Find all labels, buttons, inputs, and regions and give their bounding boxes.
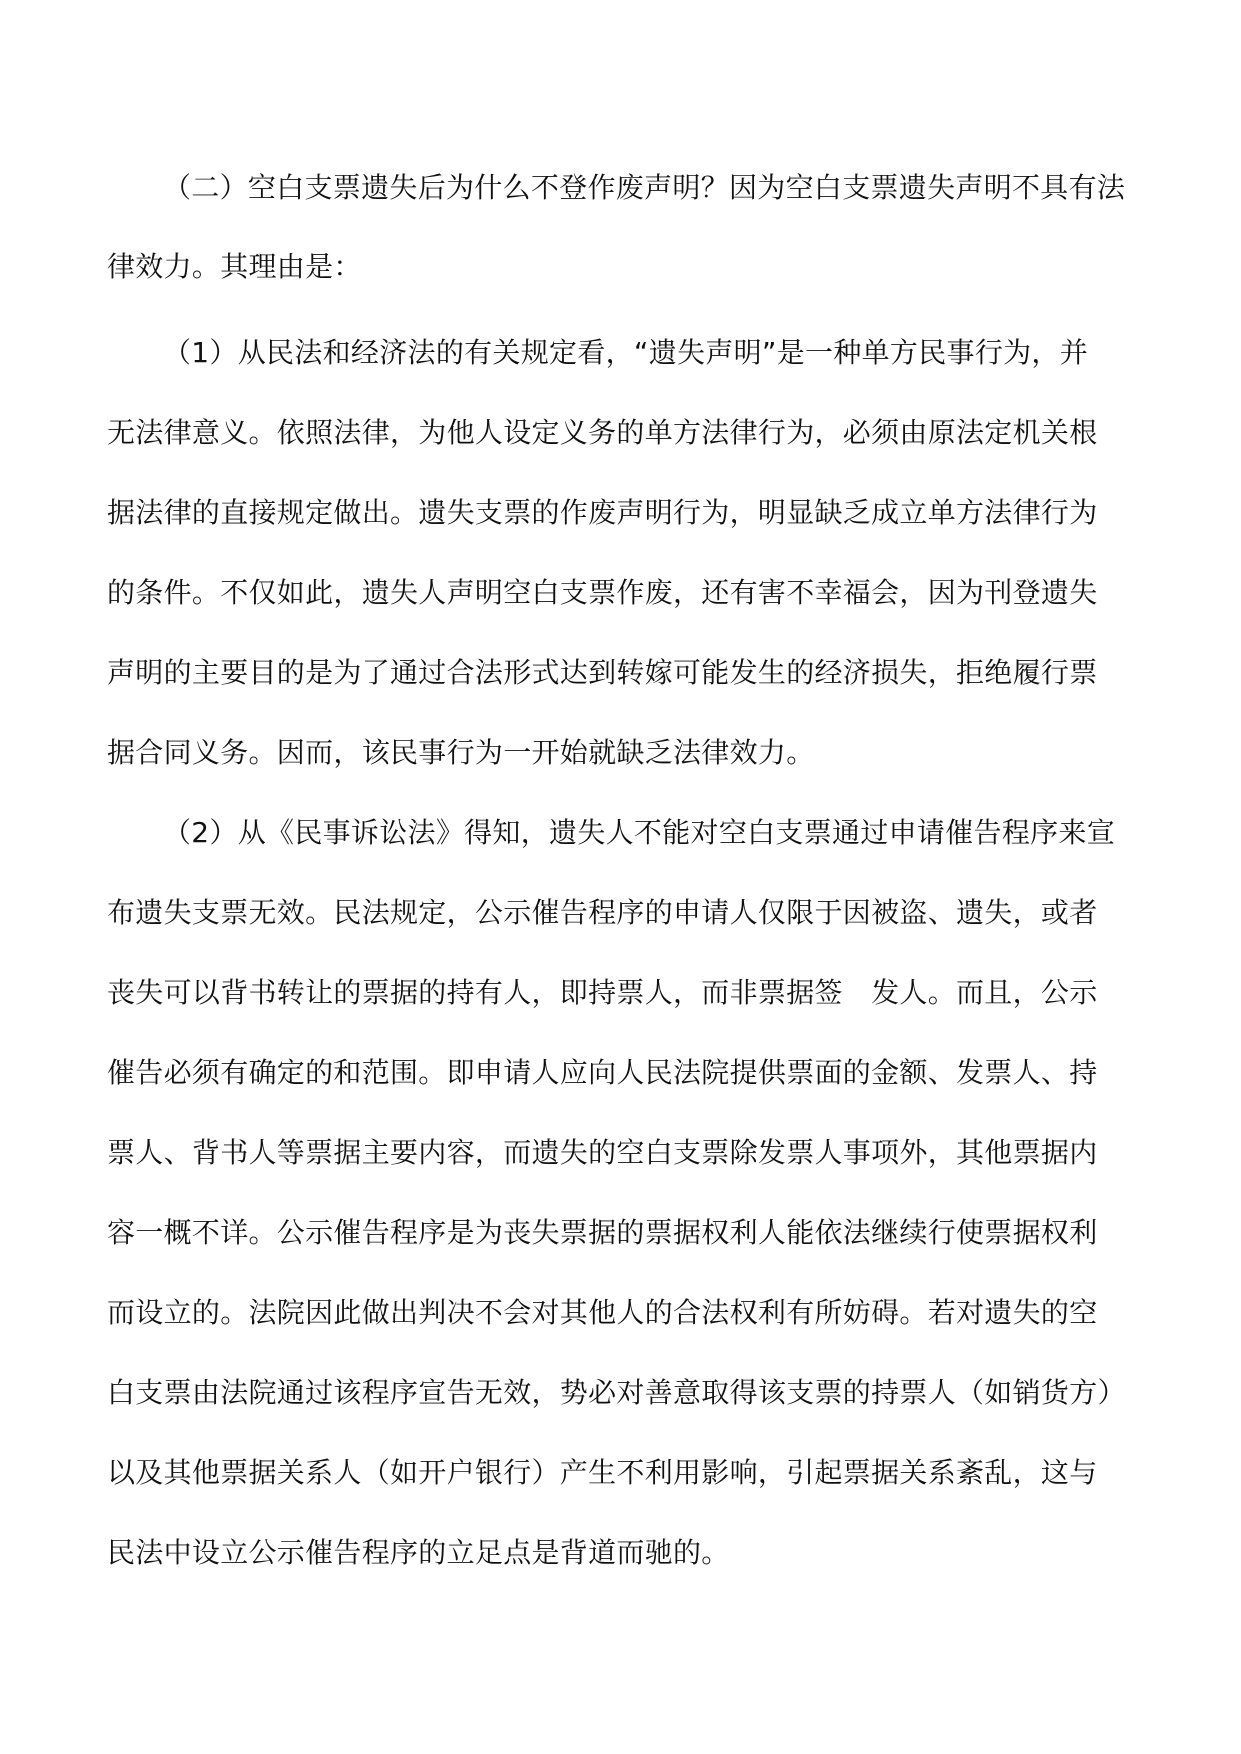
paragraph-line: 的条件。不仅如此，遗失人声明空白支票作废，还有害不幸福会，因为刊登遗失	[107, 576, 1098, 609]
paragraph-line: 无法律意义。依照法律，为他人设定义务的单方法律行为，必须由原法定机关根	[107, 416, 1098, 449]
paragraph-line: （1）从民法和经济法的有关规定看，“遗失声明”是一种单方民事行为，并	[163, 336, 1089, 369]
paragraph-line: 容一概不详。公示催告程序是为丧失票据的票据权利人能依法继续行使票据权利	[107, 1216, 1098, 1249]
paragraph-line: 以及其他票据关系人（如开户银行）产生不利用影响，引起票据关系紊乱，这与	[107, 1456, 1098, 1489]
paragraph-line: 布遗失支票无效。民法规定，公示催告程序的申请人仅限于因被盗、遗失，或者	[107, 896, 1098, 929]
paragraph-line: （2）从《民事诉讼法》得知，遗失人不能对空白支票通过申请催告程序来宣	[163, 816, 1116, 849]
paragraph-line: 民法中设立公示催告程序的立足点是背道而驰的。	[107, 1536, 730, 1569]
paragraph-line: 据合同义务。因而，该民事行为一开始就缺乏法律效力。	[107, 736, 815, 769]
paragraph-line: 丧失可以背书转让的票据的持有人，即持票人，而非票据签 发人。而且，公示	[107, 976, 1098, 1009]
paragraph-line: 律效力。其理由是：	[107, 250, 362, 283]
paragraph-line: 而设立的。法院因此做出判决不会对其他人的合法权利有所妨碍。若对遗失的空	[107, 1296, 1098, 1329]
paragraph-line: 据法律的直接规定做出。遗失支票的作废声明行为，明显缺乏成立单方法律行为	[107, 496, 1098, 529]
paragraph-line: 声明的主要目的是为了通过合法形式达到转嫁可能发生的经济损失，拒绝履行票	[107, 656, 1098, 689]
paragraph-line: （二）空白支票遗失后为什么不登作废声明？因为空白支票遗失声明不具有法	[163, 171, 1126, 204]
paragraph-line: 白支票由法院通过该程序宣告无效，势必对善意取得该支票的持票人（如销货方）	[107, 1376, 1126, 1409]
paragraph-line: 催告必须有确定的和范围。即申请人应向人民法院提供票面的金额、发票人、持	[107, 1056, 1098, 1089]
paragraph-line: 票人、背书人等票据主要内容，而遗失的空白支票除发票人事项外，其他票据内	[107, 1136, 1098, 1169]
